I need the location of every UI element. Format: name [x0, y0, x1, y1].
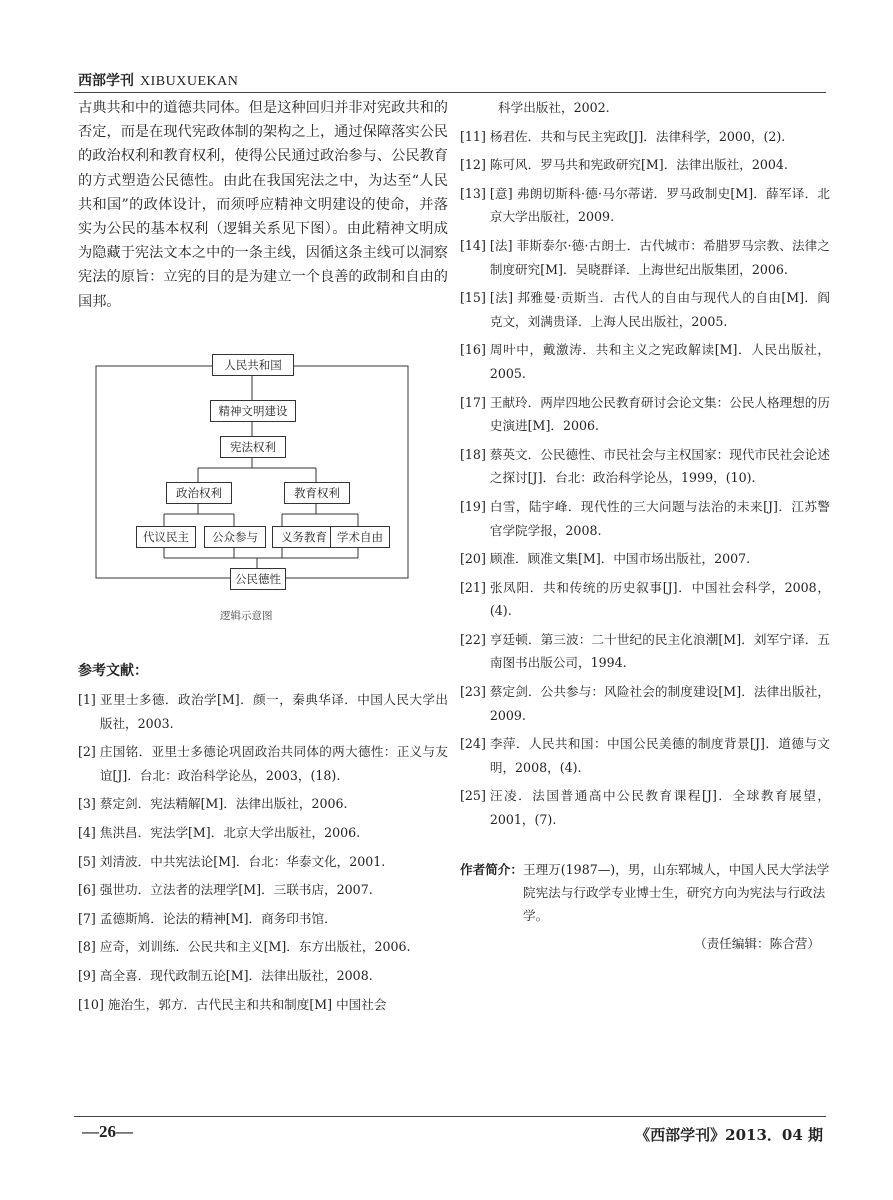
- reference-item: [78, 821, 448, 845]
- reference-item: [460, 732, 830, 779]
- reference-item: [78, 935, 448, 959]
- node-spiritual-civilization: 精神文明建设: [210, 400, 296, 422]
- node-constitutional-rights: 宪法权利: [220, 436, 286, 458]
- reference-item: [78, 964, 448, 988]
- reference-item: [460, 443, 830, 490]
- reference-item: [78, 792, 448, 816]
- reference-list-left: [78, 688, 448, 1016]
- reference-item: [460, 286, 830, 333]
- reference-text: [法] 菲斯泰尔·德·古朗士．古代城市：希腊罗马宗教、法律之制度研究[M]．吴晓群译．上海世纪出版集团，2006.: [489, 237, 830, 277]
- reference-number: [24]: [460, 736, 486, 752]
- reference-text: 蔡定剑．宪法精解[M]．法律出版社，2006.: [99, 796, 348, 812]
- reference-number: [14]: [460, 237, 486, 253]
- reference-item: [78, 688, 448, 735]
- logic-diagram: [92, 346, 412, 596]
- reference-text: 陈可风．罗马共和宪政研究[M]．法律出版社，2004.: [489, 157, 788, 173]
- node-compulsory-education: 义务教育: [272, 526, 336, 548]
- reference-item: [78, 907, 448, 931]
- node-political-rights: 政治权利: [166, 482, 232, 504]
- journal-title-cn: 西部学刊: [78, 73, 134, 89]
- node-academic-freedom: 学术自由: [330, 526, 390, 548]
- journal-issue: 《西部学刊》2013．04 期: [635, 1126, 823, 1144]
- reference-text: 白雪，陆宇峰．现代性的三大问题与法治的未来[J]．江苏警官学院学报，2008.: [489, 498, 830, 538]
- reference-text: 庄国铭．亚里士多德论巩固政治共同体的两大德性：正义与友谊[J]．台北：政治科学论丛，2003，(18).: [99, 744, 448, 783]
- reference-number: [13]: [460, 185, 486, 201]
- reference-item: [460, 495, 830, 542]
- journal-title-latin: XIBUXUEKAN: [140, 74, 239, 89]
- reference-number: [12]: [460, 157, 486, 173]
- author-bio-text: 王理万(1987—)，男，山东郓城人，中国人民大学法学院宪法与行政学专业博士生，研究方向为宪法与行政法学。: [522, 861, 830, 923]
- reference-number: [1]: [78, 692, 96, 707]
- reference-item: [460, 153, 830, 177]
- reference-item: [460, 547, 830, 571]
- reference-number: [9]: [78, 967, 96, 983]
- running-header: [78, 70, 238, 90]
- reference-number: [2]: [78, 744, 96, 760]
- page-number: —26—: [82, 1122, 133, 1141]
- left-column: [78, 96, 448, 314]
- footer-rule: [74, 1116, 826, 1117]
- reference-text: 高全喜．现代政制五论[M]．法律出版社，2008.: [99, 967, 373, 983]
- reference-item: [460, 338, 830, 385]
- reference-text: 张凤阳．共和传统的历史叙事[J]．中国社会科学，2008，(4).: [489, 579, 830, 619]
- reference-text: [意] 弗朗切斯科·德·马尔蒂诺．罗马政制史[M]．薛军译．北京大学出版社，2009.: [489, 185, 830, 225]
- reference-text: [法] 邦雅曼·贡斯当．古代人的自由与现代人的自由[M]．阎克文，刘满贵译．上海人民出版社，2005.: [489, 290, 830, 329]
- reference-item: [460, 680, 830, 727]
- reference-list-right: [460, 125, 830, 832]
- reference-number: [17]: [460, 394, 486, 410]
- reference-item: [460, 628, 830, 675]
- reference-item: [460, 125, 830, 149]
- reference-text: 蔡英文．公民德性、市民社会与主权国家：现代市民社会论述之探讨[J]．台北：政治科学论丛，1999，(10).: [489, 446, 830, 486]
- reference-number: [5]: [78, 853, 96, 869]
- reference-text: 孟德斯鸠．论法的精神[M]．商务印书馆．: [99, 910, 337, 926]
- reference-item: [78, 993, 448, 1017]
- reference-number: [20]: [460, 551, 486, 567]
- node-education-rights: 教育权利: [284, 482, 350, 504]
- reference-item: [460, 576, 830, 623]
- node-civic-virtue: 公民德性: [230, 568, 286, 590]
- header-rule: [74, 92, 826, 93]
- reference-item: [78, 740, 448, 787]
- reference-text: 周叶中，戴激涛．共和主义之宪政解读[M]．人民出版社，2005.: [489, 342, 830, 381]
- reference-number: [19]: [460, 498, 486, 514]
- reference-text: 王献玲．两岸四地公民教育研讨会论文集：公民人格理想的历史演进[M]．2006.: [489, 394, 830, 434]
- node-public-participation: 公众参与: [204, 526, 266, 548]
- reference-number: [8]: [78, 939, 96, 955]
- diagram-connectors: [92, 346, 412, 596]
- author-bio-label: 作者简介：: [460, 861, 523, 877]
- reference-text: 亚里士多德．政治学[M]．颜一，秦典华译．中国人民大学出版社，2003.: [99, 692, 448, 731]
- reference-number: [16]: [460, 342, 486, 358]
- reference-item: [460, 391, 830, 438]
- reference-number: [7]: [78, 910, 96, 926]
- reference-number: [22]: [460, 631, 486, 647]
- reference-continuation: 科学出版社，2002.: [498, 100, 610, 115]
- reference-item: [78, 878, 448, 902]
- reference-number: [3]: [78, 796, 96, 812]
- reference-item: [460, 234, 830, 281]
- author-bio: [460, 858, 830, 927]
- reference-text: 汪凌．法国普通高中公民教育课程[J]．全球教育展望，2001，(7).: [489, 788, 830, 828]
- references-heading: 参考文献：: [78, 663, 148, 679]
- reference-number: [18]: [460, 446, 486, 462]
- responsible-editor: （责任编辑：陈合营）: [694, 935, 820, 951]
- reference-item: [460, 784, 830, 831]
- reference-text: 刘清波．中共宪法论[M]．台北：华泰文化，2001.: [99, 853, 386, 869]
- node-representative-democracy: 代议民主: [136, 526, 196, 548]
- reference-text: 亨廷顿．第三波：二十世纪的民主化浪潮[M]．刘军宁译．五南图书出版公司，1994.: [489, 631, 830, 671]
- node-peoples-republic: 人民共和国: [212, 354, 294, 376]
- reference-item: [460, 182, 830, 229]
- reference-number: [6]: [78, 882, 96, 898]
- right-column: [460, 96, 830, 952]
- reference-number: [10]: [78, 996, 104, 1012]
- reference-text: 蔡定剑．公共参与：风险社会的制度建设[M]．法律出版社，2009.: [489, 684, 830, 723]
- diagram-caption: 逻辑示意图: [220, 610, 273, 622]
- references-left: [78, 652, 448, 1021]
- reference-text: 焦洪昌．宪法学[M]．北京大学出版社，2006.: [99, 824, 361, 840]
- reference-number: [11]: [460, 128, 486, 144]
- reference-text: 李萍．人民共和国：中国公民美德的制度背景[J]．道德与文明，2008，(4).: [489, 736, 830, 775]
- body-paragraph: 古典共和中的道德共同体。但是这种回归并非对宪政共和的否定，而是在现代宪政体制的架构之上，通过保障落实公民的政治权利和教育权利，使得公民通过政治参与、公民教育的方式塑造公民德性。由此在我国宪法之中，为达至“人民共和国”的政体设计，而须呼应精神文明建设的使命，并落实为公民的基本权利（逻辑关系见下图）。由此精神文明成为隐藏于宪法文本之中的一条主线，因循这条主线可以洞察宪法的原旨：立宪的目的是为建立一个良善的政制和自由的国邦。: [78, 100, 448, 310]
- reference-number: [4]: [78, 824, 96, 840]
- reference-number: [21]: [460, 579, 486, 595]
- reference-item: [78, 850, 448, 874]
- reference-text: 应奇，刘训练．公民共和主义[M]．东方出版社，2006.: [99, 939, 411, 955]
- reference-number: [25]: [460, 788, 486, 804]
- reference-text: 施治生，郭方．古代民主和共和制度[M] 中国社会: [107, 996, 387, 1012]
- reference-number: [23]: [460, 684, 486, 700]
- reference-text: 顾准．顾准文集[M]．中国市场出版社，2007.: [489, 551, 751, 567]
- reference-number: [15]: [460, 290, 486, 306]
- reference-text: 杨君佐．共和与民主宪政[J]．法律科学，2000，(2).: [489, 128, 786, 144]
- reference-text: 强世功．立法者的法理学[M]．三联书店，2007.: [99, 882, 373, 898]
